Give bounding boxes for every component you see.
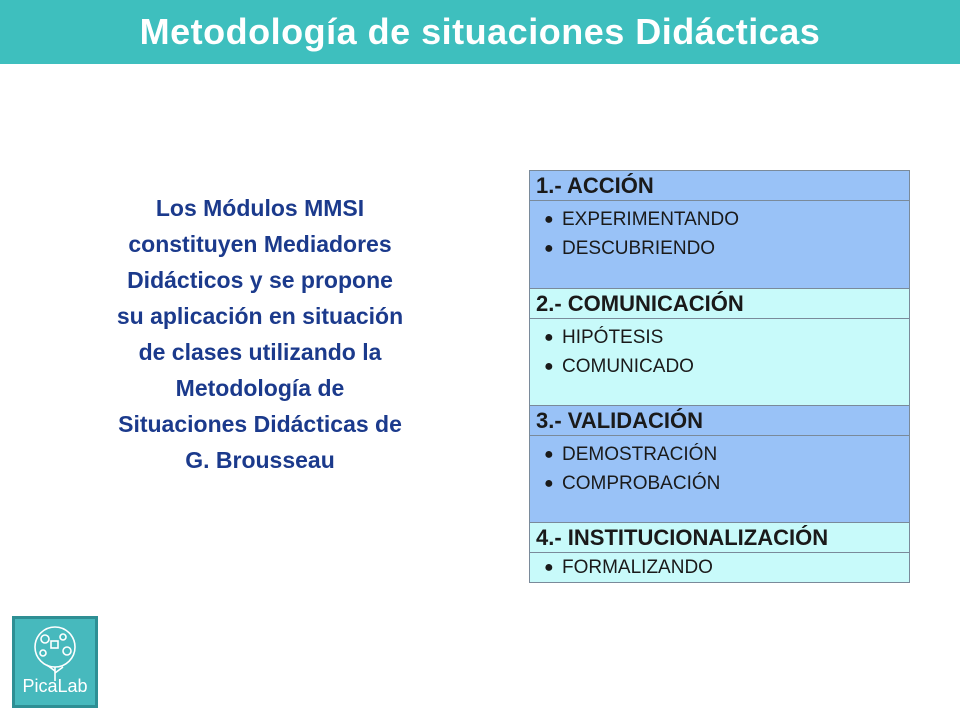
phase-heading-row (530, 289, 910, 319)
phase-item (544, 469, 903, 498)
bullet-icon: ● (544, 559, 554, 576)
phase-heading-row (530, 523, 910, 553)
phase-item-label: COMUNICADO (562, 356, 694, 377)
bullet-icon: ● (544, 358, 554, 375)
phase-item (544, 323, 903, 352)
phase-items-row (530, 553, 910, 583)
phase-item-label: FORMALIZANDO (562, 557, 713, 578)
slide-title: Metodología de situaciones Didácticas (139, 11, 821, 52)
phase-item (544, 553, 903, 582)
phase-heading: 2.- COMUNICACIÓN (530, 289, 910, 319)
phase-item-label: HIPÓTESIS (562, 327, 664, 348)
phases-table (529, 170, 910, 583)
phase-heading: 1.- ACCIÓN (530, 171, 910, 201)
picalab-logo (12, 616, 98, 708)
bullet-icon: ● (544, 240, 554, 257)
phase-item-list (536, 323, 903, 381)
phase-item (544, 205, 903, 234)
phase-heading-row (530, 406, 910, 436)
bullet-icon: ● (544, 475, 554, 492)
slide-body-text: Los Módulos MMSI constituyen Mediadores Didácticos y se propone su aplicación en situación de clases utilizando la Metodología de Situaciones Didácticas de G. Brousseau (116, 195, 404, 473)
phase-item (544, 440, 903, 469)
bullet-icon: ● (544, 329, 554, 346)
phase-items-row (530, 436, 910, 523)
phase-item-label: COMPROBACIÓN (562, 473, 721, 494)
phase-heading: 3.- VALIDACIÓN (530, 406, 910, 436)
title-bar (0, 0, 960, 64)
phase-item (544, 352, 903, 381)
phase-item-list (536, 553, 903, 582)
logo-text: PicaLab (22, 676, 88, 696)
phase-item-list (536, 440, 903, 498)
phase-item-label: DEMOSTRACIÓN (562, 444, 718, 465)
phase-items-row (530, 319, 910, 406)
phase-heading: 4.- INSTITUCIONALIZACIÓN (530, 523, 910, 553)
bullet-icon: ● (544, 211, 554, 228)
tree-icon (23, 625, 87, 683)
bullet-icon: ● (544, 446, 554, 463)
phase-items-row (530, 201, 910, 289)
phase-item-label: DESCUBRIENDO (562, 238, 716, 259)
phase-heading-row (530, 171, 910, 201)
phase-item-list (536, 205, 903, 263)
phase-item-label: EXPERIMENTANDO (562, 209, 740, 230)
phase-item (544, 234, 903, 263)
